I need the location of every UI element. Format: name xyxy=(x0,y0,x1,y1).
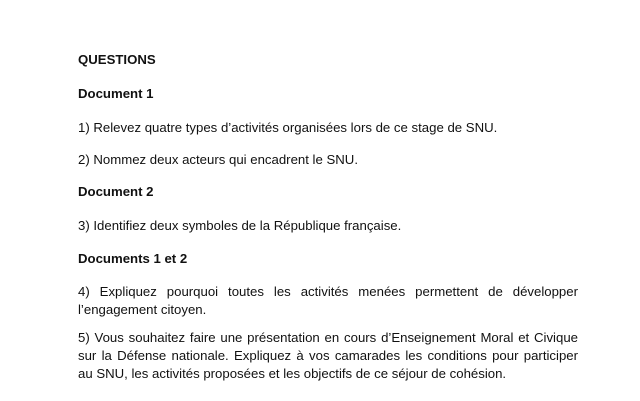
section-heading-document-1: Document 1 xyxy=(78,86,154,101)
question-5: 5) Vous souhaitez faire une présentation en cours d’Enseignement Moral et Civique sur la Défense nationale. Expliquez à vos camarades les conditions pour participer au SNU, les activités proposées et les objectifs de ce séjour de cohésion. xyxy=(78,330,578,381)
section-heading-document-2: Document 2 xyxy=(78,184,154,199)
question-2: 2) Nommez deux acteurs qui encadrent le SNU. xyxy=(78,152,358,167)
question-3: 3) Identifiez deux symboles de la République française. xyxy=(78,218,402,233)
question-4: 4) Expliquez pourquoi toutes les activités menées permettent de développer l’engagement citoyen. xyxy=(78,284,578,317)
question-1: 1) Relevez quatre types d’activités organisées lors de ce stage de SNU. xyxy=(78,120,498,135)
section-heading-documents-1-et-2: Documents 1 et 2 xyxy=(78,251,188,266)
page-title: QUESTIONS xyxy=(78,52,156,67)
